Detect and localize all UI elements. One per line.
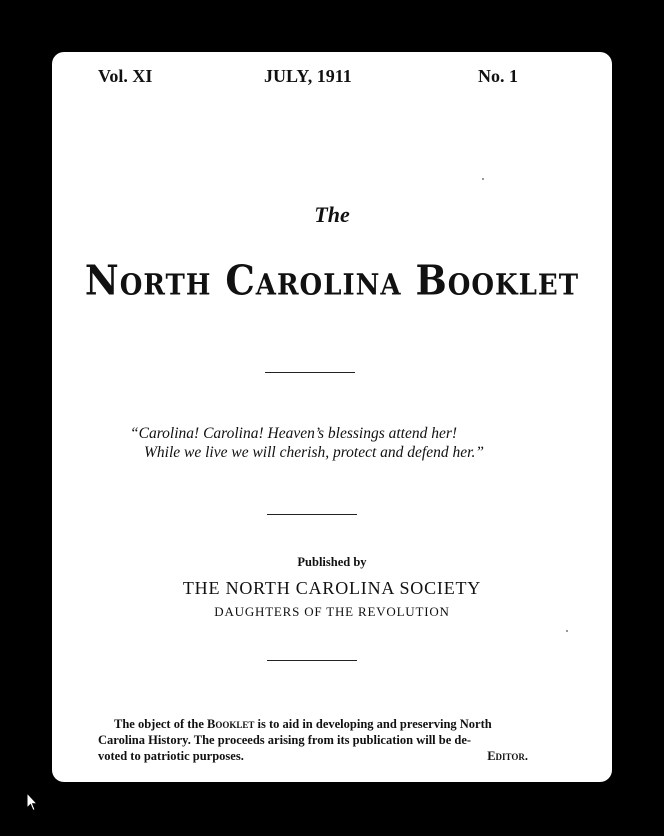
issue-number: No. 1 [478, 66, 518, 86]
motto-line-2: While we live we will cherish, protect and defend her.” [144, 444, 484, 461]
editor-signature: Editor. [487, 749, 528, 763]
divider-rule [267, 514, 357, 515]
society-name: THE NORTH CAROLINA SOCIETY [182, 578, 482, 598]
note-line-2: Carolina History. The proceeds arising from its publication will be de- [98, 733, 472, 747]
note-line-3-text: voted to patriotic purposes. [98, 749, 244, 763]
state-motto-quote [130, 424, 540, 462]
note-line-1-start: The object of the [114, 717, 204, 731]
volume-label: Vol. XI [98, 66, 153, 86]
note-line-1-end: is to aid in developing and preserving North [257, 717, 492, 731]
divider-rule [267, 660, 357, 661]
society-subtitle: DAUGHTERS OF THE REVOLUTION [214, 604, 450, 619]
print-speck [482, 178, 484, 180]
divider-rule [265, 372, 355, 373]
booklet-title: North Carolina Booklet [84, 255, 580, 305]
published-by-label: Published by [297, 555, 367, 569]
booklet-cover-page [52, 52, 612, 782]
title-article: The [314, 202, 350, 227]
mouse-pointer-icon [26, 792, 38, 812]
note-line-1 [98, 716, 528, 732]
motto-line-1: “Carolina! Carolina! Heaven’s blessings attend her! [130, 425, 458, 442]
print-speck [566, 630, 568, 632]
booklet-word: Booklet [207, 717, 255, 731]
booklet-purpose-note [98, 716, 528, 764]
issue-date: JULY, 1911 [264, 66, 352, 86]
note-line-3 [98, 748, 528, 764]
